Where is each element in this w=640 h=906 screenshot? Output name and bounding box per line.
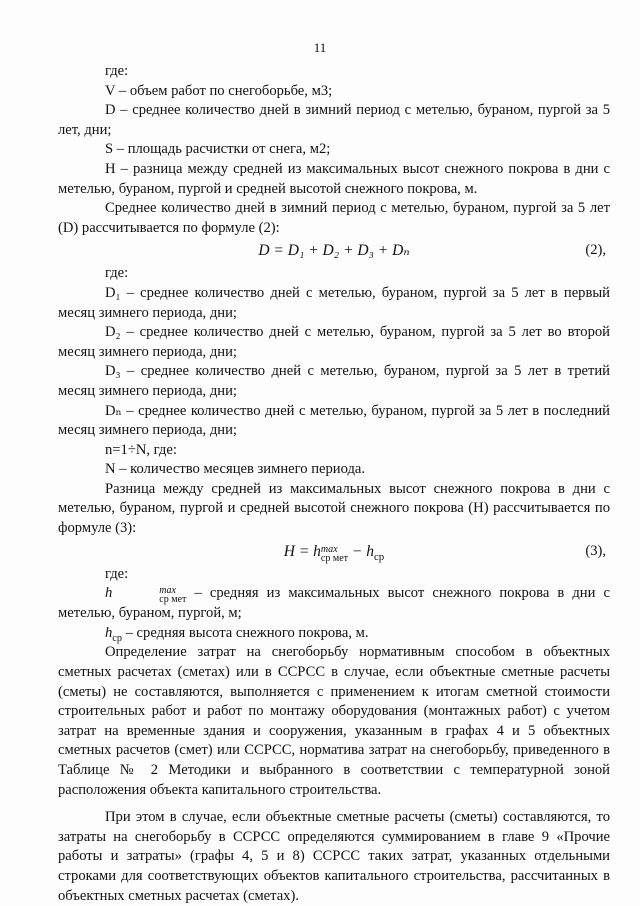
n-range: n=1÷N, где:	[105, 441, 177, 458]
formula-3-hmax-indices	[321, 545, 348, 563]
definition-d1: D₁ – среднее количество дней с метелью, бураном, пургой за 5 лет в первый месяц зимнего периода, дни;	[58, 284, 610, 321]
formula-3-sub: ср мет	[320, 552, 348, 564]
definition-d: D – среднее количество дней в зимний период с метелью, бураном, пургой за 5 лет, дни;	[58, 102, 610, 138]
paragraph-method: Определение затрат на снегоборьбу нормативным способом в объектных сметных расчетах (сметах) или в ССРСС в случае, если объектные сметные расчеты (сметы) не составляются, выполняется с применением к итогам сметной стоимости строительных работ и работ по монтажу оборудования (монтажных работ) с учетом затрат на временные здания и сооружения, указанным в графах 4 и 5 объектных сметных расчетов (смет) или ССРСС, норматива затрат на снегоборьбу, приведенного в Таблице № 2 Методики и выбранного в соответствии с температурной зоной расположения объекта капитального строительства.	[58, 644, 610, 798]
definition-h: H – разница между средней из максимальных высот снежного покрова в дни с метелью, бураном, пургой и средней высотой снежного покрова, м.	[58, 160, 610, 197]
hmax-indices	[112, 586, 186, 604]
definition-s: S – площадь расчистки от снега, м2;	[105, 141, 331, 158]
formula-3-number: (3),	[585, 542, 606, 559]
formula-3-lhs: H = h	[283, 542, 321, 560]
where-label-1: где:	[105, 63, 129, 79]
definition-dn: Dₙ – среднее количество дней с метелью, бураном, пургой за 5 лет в последний месяц зимнего периода, дни;	[58, 402, 610, 439]
hmax-text: – средняя из максимальных высот снежного покрова в дни с метелью, бураном, пургой, м;	[58, 585, 610, 622]
definition-d3: D₃ – среднее количество дней с метелью, бураном, пургой за 5 лет в третий месяц зимнего периода, дни;	[58, 363, 610, 399]
definition-hsr	[58, 624, 610, 644]
definition-d2: D₂ – среднее количество дней с метелью, бураном, пургой за 5 лет во второй месяц зимнего периода, дни;	[58, 324, 610, 360]
formula-3-rhs: − h	[348, 542, 374, 560]
definition-n: N – количество месяцев зимнего периода.	[105, 461, 366, 478]
hmax-symbol: h	[105, 585, 113, 602]
formula-3-rhs-sub: ср	[373, 550, 385, 563]
where-label-3: где:	[105, 565, 129, 582]
paragraph-h-intro: Разница между средней из максимальных высот снежного покрова в дни с метелью, бураном, пургой и средней высотой снежного покрова (H) рассчитывается по формуле (3):	[58, 480, 610, 537]
hmax-sub: ср мет	[159, 594, 187, 606]
formula-2-expression: D = D₁ + D₂ + D₃ + Dₙ	[258, 242, 410, 260]
formula-3-expression	[58, 542, 610, 563]
page-number: 11	[313, 40, 327, 55]
formula-2-number: (2),	[585, 242, 606, 259]
definition-hmax	[58, 584, 610, 624]
definition-v: V – объем работ по снегоборьбе, м3;	[105, 82, 333, 99]
hsr-symbol: h	[105, 624, 113, 641]
formula-3-sup: max	[320, 543, 338, 555]
paragraph-d-intro: Среднее количество дней в зимний период с метелью, бураном, пургой за 5 лет (D) рассчитывается по формуле (2):	[58, 200, 610, 236]
paragraph-ssrss: При этом в случае, если объектные сметные расчеты (сметы) составляются, то затраты на снегоборьбу в ССРСС определяются суммированием в главе 9 «Прочие работы и затраты» (графы 4, 5 и 8) ССРСС таких затрат, указанных отдельными строками для соответствующих объектов капитального строительства, рассчитанных в объектных сметных расчетах (сметах).	[58, 809, 610, 904]
paragraph-gap	[58, 800, 610, 808]
document-body	[58, 62, 610, 906]
where-label-2: где:	[105, 265, 129, 282]
formula-3	[58, 539, 610, 565]
hmax-sup: max	[159, 585, 176, 597]
formula-2	[58, 238, 610, 264]
hsr-sub: ср	[112, 632, 122, 644]
hsr-text: – средняя высота снежного покрова, м.	[121, 624, 369, 641]
